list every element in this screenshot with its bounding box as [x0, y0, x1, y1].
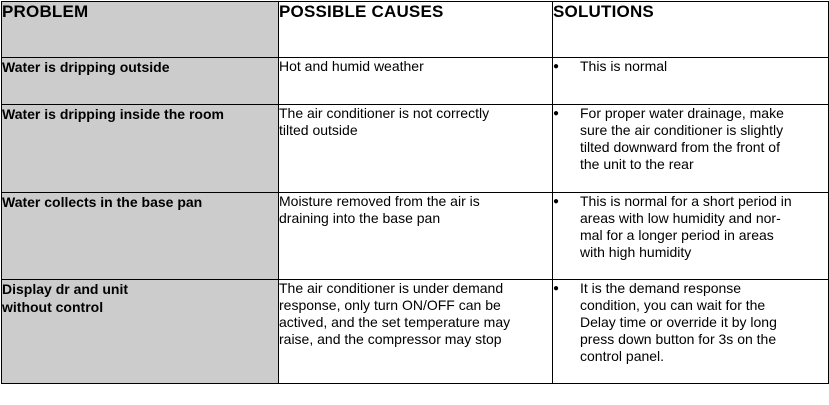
cause-cell: The air conditioner is not correctly tilted outside	[279, 105, 553, 193]
bullet-icon: ●	[553, 283, 560, 294]
problem-cell: Display dr and unit without control	[2, 280, 279, 384]
header-problem: PROBLEM	[2, 2, 279, 58]
header-row	[2, 2, 829, 58]
solution-cell	[553, 58, 829, 105]
solution-text: It is the demand response condition, you can wait for the Delay time or override it by long press down button for 3s on the control panel.	[580, 280, 777, 364]
solution-text: This is normal for a short period in areas with low humidity and nor- mal for a longer period in areas with high humidity	[580, 193, 792, 260]
solution-cell	[553, 105, 829, 193]
cause-cell: Hot and humid weather	[279, 58, 553, 105]
table-row	[2, 105, 829, 193]
problem-cell: Water collects in the base pan	[2, 193, 279, 280]
solution-cell	[553, 193, 829, 280]
cause-cell: The air conditioner is under demand response, only turn ON/OFF can be actived, and the set temperature may raise, and the compressor may stop	[279, 280, 553, 384]
problem-cell: Water is dripping outside	[2, 58, 279, 105]
bullet-icon: ●	[553, 108, 560, 119]
table-row	[2, 58, 829, 105]
problem-cell: Water is dripping inside the room	[2, 105, 279, 193]
bullet-icon: ●	[553, 196, 560, 207]
troubleshooting-table	[1, 1, 829, 384]
bullet-icon: ●	[553, 61, 560, 72]
header-possible-causes: POSSIBLE CAUSES	[279, 2, 553, 58]
solution-text: For proper water drainage, make sure the air conditioner is slightly tilted downward from the front of the unit to the rear	[580, 105, 784, 172]
table-row	[2, 193, 829, 280]
solution-cell	[553, 280, 829, 384]
table-row	[2, 280, 829, 384]
cause-cell: Moisture removed from the air is draining into the base pan	[279, 193, 553, 280]
solution-text: This is normal	[580, 58, 668, 74]
header-solutions: SOLUTIONS	[553, 2, 829, 58]
